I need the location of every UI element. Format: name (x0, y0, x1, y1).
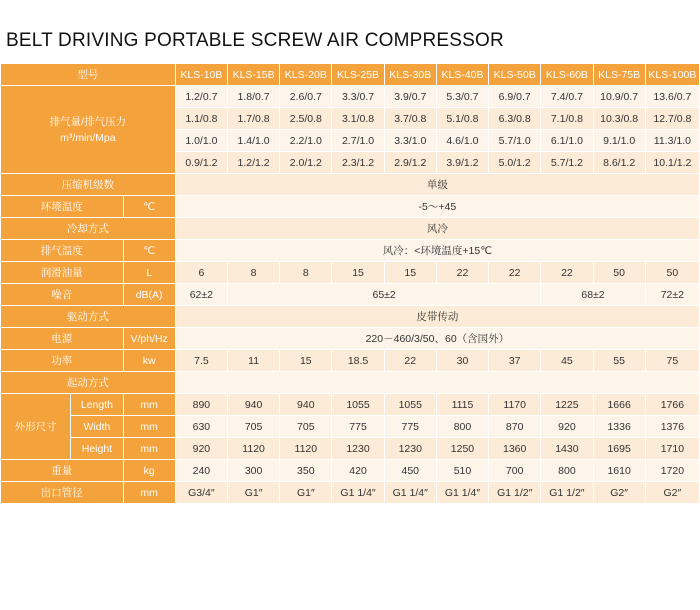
flow-value: 1.0/1.0 (175, 130, 227, 152)
dimension-row (1, 438, 700, 460)
dimension-value: 775 (332, 416, 384, 438)
flow-value: 2.2/1.0 (280, 130, 332, 152)
flow-value: 2.3/1.2 (332, 152, 384, 174)
dimension-value: 940 (227, 394, 279, 416)
dimension-value: 940 (280, 394, 332, 416)
power-label: 功率 (1, 350, 124, 372)
dimension-value: 800 (436, 416, 488, 438)
start-row (1, 372, 700, 394)
power-value: 30 (436, 350, 488, 372)
outlet-label: 出口管径 (1, 482, 124, 504)
flow-value: 3.1/0.8 (332, 108, 384, 130)
dimension-value: 1170 (489, 394, 541, 416)
weight-value: 1720 (645, 460, 699, 482)
power_supply-row (1, 328, 700, 350)
flow-value: 0.9/1.2 (175, 152, 227, 174)
outlet-value: G1 1/4″ (384, 482, 436, 504)
start-label: 起动方式 (1, 372, 176, 394)
dimension-value: 1766 (645, 394, 699, 416)
power-value: 22 (384, 350, 436, 372)
flow-value: 6.1/1.0 (541, 130, 593, 152)
flow-value: 5.1/0.8 (436, 108, 488, 130)
oil-value: 8 (280, 262, 332, 284)
exhaust_temp-value: 风冷：<环境温度+15℃ (175, 240, 699, 262)
flow-value: 2.6/0.7 (280, 86, 332, 108)
flow-value: 11.3/1.0 (645, 130, 699, 152)
model-name: KLS-30B (384, 64, 436, 86)
power-value: 37 (489, 350, 541, 372)
model-name: KLS-10B (175, 64, 227, 86)
flow-value: 1.1/0.8 (175, 108, 227, 130)
header-row (1, 64, 700, 86)
power-value: 11 (227, 350, 279, 372)
weight-value: 300 (227, 460, 279, 482)
power-row (1, 350, 700, 372)
flow-value: 3.7/0.8 (384, 108, 436, 130)
flow-value: 1.2/1.2 (227, 152, 279, 174)
oil-value: 22 (489, 262, 541, 284)
weight-value: 450 (384, 460, 436, 482)
weight-unit: kg (123, 460, 175, 482)
oil-value: 50 (645, 262, 699, 284)
stages-label: 压缩机级数 (1, 174, 176, 196)
flow-value: 12.7/0.8 (645, 108, 699, 130)
model-header-label: 型号 (1, 64, 176, 86)
dimension-name: Height (71, 438, 123, 460)
power-value: 45 (541, 350, 593, 372)
cooling-label: 冷却方式 (1, 218, 176, 240)
flow-value: 3.3/1.0 (384, 130, 436, 152)
weight-value: 240 (175, 460, 227, 482)
flow-value: 2.5/0.8 (280, 108, 332, 130)
noise-value: 62±2 (175, 284, 227, 306)
flow-label-line2: m³/min/Mpa (60, 131, 116, 144)
dimension-value: 1120 (227, 438, 279, 460)
flow-value: 13.6/0.7 (645, 86, 699, 108)
dimension-value: 1336 (593, 416, 645, 438)
outlet-value: G3/4″ (175, 482, 227, 504)
noise-value: 68±2 (541, 284, 645, 306)
oil-value: 50 (593, 262, 645, 284)
model-name: KLS-50B (489, 64, 541, 86)
dimension-unit: mm (123, 394, 175, 416)
flow-value: 10.9/0.7 (593, 86, 645, 108)
stages-value: 单级 (175, 174, 699, 196)
start-value (175, 372, 699, 394)
weight-value: 700 (489, 460, 541, 482)
power_supply-value: 220－460/3/50、60（含国外） (175, 328, 699, 350)
exhaust_temp-unit: ℃ (123, 240, 175, 262)
spec-table (0, 63, 700, 504)
outlet-unit: mm (123, 482, 175, 504)
dimension-value: 920 (175, 438, 227, 460)
dimension-value: 1230 (332, 438, 384, 460)
flow-value: 1.8/0.7 (227, 86, 279, 108)
dimension-value: 1115 (436, 394, 488, 416)
oil-value: 22 (436, 262, 488, 284)
outlet-value: G1″ (227, 482, 279, 504)
power-value: 7.5 (175, 350, 227, 372)
outlet-value: G1″ (280, 482, 332, 504)
dimension-value: 1225 (541, 394, 593, 416)
model-name: KLS-75B (593, 64, 645, 86)
dimension-value: 1250 (436, 438, 488, 460)
drive-row (1, 306, 700, 328)
flow-value: 1.4/1.0 (227, 130, 279, 152)
dimension-row (1, 416, 700, 438)
weight-label: 重量 (1, 460, 124, 482)
dimension-value: 1055 (332, 394, 384, 416)
dimension-value: 705 (280, 416, 332, 438)
weight-value: 1610 (593, 460, 645, 482)
oil-value: 8 (227, 262, 279, 284)
flow-label (1, 86, 176, 174)
ambient-unit: ℃ (123, 196, 175, 218)
oil-value: 6 (175, 262, 227, 284)
outlet-value: G1 1/4″ (436, 482, 488, 504)
weight-value: 420 (332, 460, 384, 482)
dimension-value: 890 (175, 394, 227, 416)
outlet-row (1, 482, 700, 504)
dimension-row (1, 394, 700, 416)
power-value: 15 (280, 350, 332, 372)
power_supply-label: 电源 (1, 328, 124, 350)
dimension-value: 630 (175, 416, 227, 438)
power-value: 75 (645, 350, 699, 372)
dimension-value: 1360 (489, 438, 541, 460)
dimension-name: Length (71, 394, 123, 416)
flow-value: 3.9/1.2 (436, 152, 488, 174)
flow-value: 10.3/0.8 (593, 108, 645, 130)
model-name: KLS-20B (280, 64, 332, 86)
noise-unit: dB(A) (123, 284, 175, 306)
power-value: 18.5 (332, 350, 384, 372)
outlet-value: G1 1/2″ (541, 482, 593, 504)
oil-value: 15 (384, 262, 436, 284)
ambient-label: 环境温度 (1, 196, 124, 218)
flow-value: 2.9/1.2 (384, 152, 436, 174)
dimension-value: 705 (227, 416, 279, 438)
dimension-value: 1695 (593, 438, 645, 460)
flow-value: 5.3/0.7 (436, 86, 488, 108)
oil-unit: L (123, 262, 175, 284)
flow-value: 6.3/0.8 (489, 108, 541, 130)
page-title: BELT DRIVING PORTABLE SCREW AIR COMPRESSOR (6, 30, 504, 51)
flow-value: 2.0/1.2 (280, 152, 332, 174)
dimension-unit: mm (123, 416, 175, 438)
model-name: KLS-15B (227, 64, 279, 86)
model-name: KLS-40B (436, 64, 488, 86)
flow-value: 5.7/1.0 (489, 130, 541, 152)
dimension-value: 920 (541, 416, 593, 438)
outlet-value: G1 1/4″ (332, 482, 384, 504)
flow-value: 6.9/0.7 (489, 86, 541, 108)
outlet-value: G2″ (593, 482, 645, 504)
flow-value: 7.4/0.7 (541, 86, 593, 108)
dimension-value: 775 (384, 416, 436, 438)
oil-value: 15 (332, 262, 384, 284)
drive-value: 皮带传动 (175, 306, 699, 328)
dimensions-label: 外形尺寸 (1, 394, 71, 460)
power-unit: kw (123, 350, 175, 372)
cooling-value: 风冷 (175, 218, 699, 240)
stages-row (1, 174, 700, 196)
oil-value: 22 (541, 262, 593, 284)
dimension-unit: mm (123, 438, 175, 460)
noise-value: 65±2 (227, 284, 540, 306)
weight-value: 350 (280, 460, 332, 482)
weight-row (1, 460, 700, 482)
dimension-value: 1055 (384, 394, 436, 416)
flow-row (1, 86, 700, 108)
dimension-value: 1230 (384, 438, 436, 460)
dimension-value: 1666 (593, 394, 645, 416)
oil-row (1, 262, 700, 284)
flow-value: 5.0/1.2 (489, 152, 541, 174)
noise-label: 噪音 (1, 284, 124, 306)
power-value: 55 (593, 350, 645, 372)
flow-value: 4.6/1.0 (436, 130, 488, 152)
model-name: KLS-100B (645, 64, 699, 86)
noise-row (1, 284, 700, 306)
oil-label: 润滑油量 (1, 262, 124, 284)
dimension-name: Width (71, 416, 123, 438)
dimension-value: 1430 (541, 438, 593, 460)
flow-value: 1.7/0.8 (227, 108, 279, 130)
weight-value: 510 (436, 460, 488, 482)
power_supply-unit: V/ph/Hz (123, 328, 175, 350)
flow-value: 10.1/1.2 (645, 152, 699, 174)
dimension-value: 1120 (280, 438, 332, 460)
model-name: KLS-60B (541, 64, 593, 86)
ambient-value: -5～+45 (175, 196, 699, 218)
noise-value: 72±2 (645, 284, 699, 306)
flow-value: 2.7/1.0 (332, 130, 384, 152)
flow-value: 1.2/0.7 (175, 86, 227, 108)
dimension-value: 1376 (645, 416, 699, 438)
cooling-row (1, 218, 700, 240)
weight-value: 800 (541, 460, 593, 482)
drive-label: 驱动方式 (1, 306, 176, 328)
ambient-row (1, 196, 700, 218)
flow-value: 9.1/1.0 (593, 130, 645, 152)
outlet-value: G2″ (645, 482, 699, 504)
exhaust_temp-row (1, 240, 700, 262)
dimension-value: 1710 (645, 438, 699, 460)
outlet-value: G1 1/2″ (489, 482, 541, 504)
flow-value: 5.7/1.2 (541, 152, 593, 174)
flow-label-line1: 排气量/排气压力 (49, 115, 127, 128)
flow-value: 3.9/0.7 (384, 86, 436, 108)
flow-value: 7.1/0.8 (541, 108, 593, 130)
exhaust_temp-label: 排气温度 (1, 240, 124, 262)
flow-value: 8.6/1.2 (593, 152, 645, 174)
model-name: KLS-25B (332, 64, 384, 86)
flow-value: 3.3/0.7 (332, 86, 384, 108)
dimension-value: 870 (489, 416, 541, 438)
